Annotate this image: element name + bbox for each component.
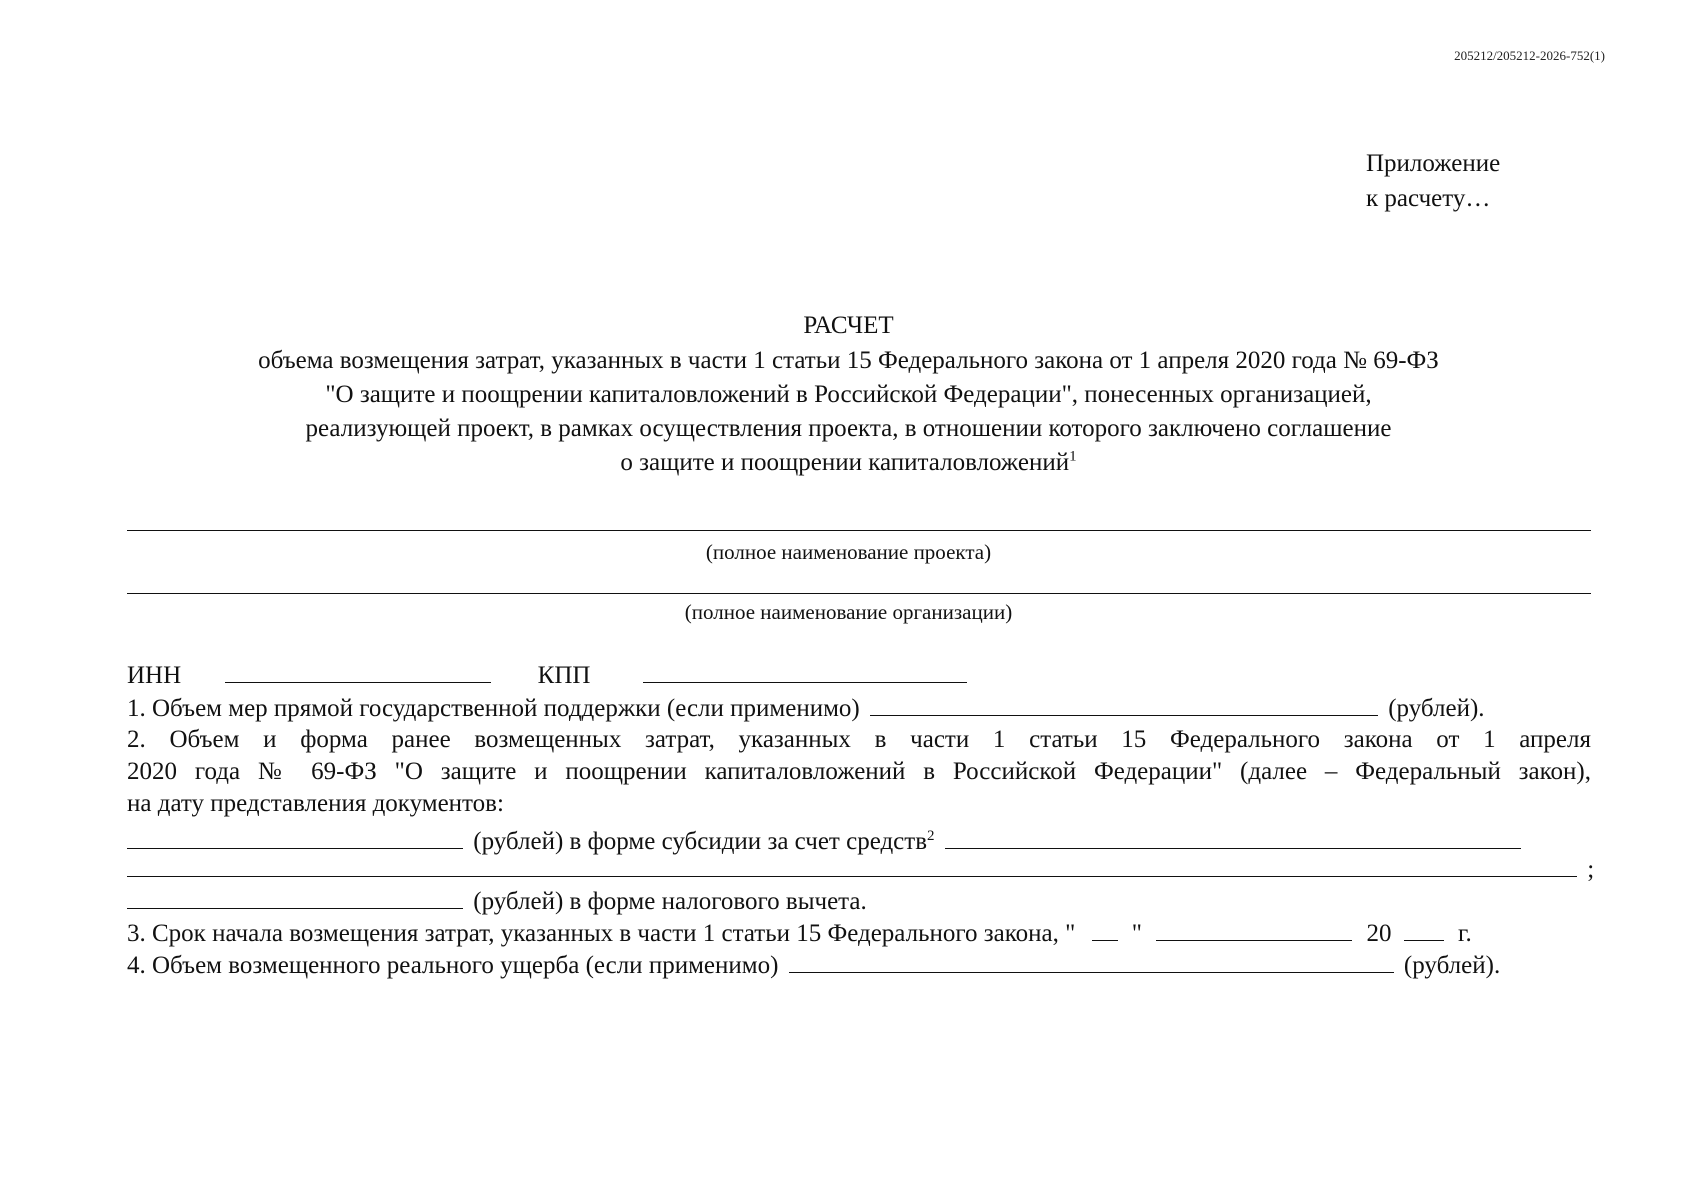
title-line-4 <box>0 446 1697 480</box>
item-3-year-suffix: г. <box>1458 920 1472 947</box>
item-1-unit: (рублей). <box>1388 695 1485 722</box>
item-1-amount-field[interactable] <box>870 691 1378 716</box>
day-field[interactable] <box>1092 916 1118 941</box>
appendix-line-2: к расчету… <box>1366 185 1491 212</box>
tax-deduction-row <box>127 884 867 918</box>
subsidy-amount-field[interactable] <box>127 824 463 849</box>
subsidy-source-continuation <box>127 852 1594 886</box>
inn-kpp-row <box>127 658 967 692</box>
year-field[interactable] <box>1404 916 1444 941</box>
appendix-line-1: Приложение <box>1366 150 1501 177</box>
item-3-year-prefix: 20 <box>1366 920 1392 947</box>
item-1 <box>127 691 1485 725</box>
organization-name-caption: (полное наименование организации) <box>684 600 1013 624</box>
title-heading: РАСЧЕТ <box>803 312 894 339</box>
semicolon: ; <box>1587 856 1595 883</box>
document-title <box>0 308 1697 480</box>
subsidy-source-field[interactable] <box>945 824 1521 849</box>
item-2-line-1: 2. Объем и форма ранее возмещенных затрат, указанных в части 1 статьи 15 Федерального закона от 1 апреля <box>127 726 1591 753</box>
kpp-label: КПП <box>537 662 591 689</box>
item-4 <box>127 948 1500 982</box>
tax-deduction-text: (рублей) в форме налогового вычета. <box>473 888 867 915</box>
title-line-2: "О защите и поощрении капиталовложений в Российской Федерации", понесенных организацией, <box>325 381 1372 408</box>
document-id: 205212/205212-2026-752(1) <box>1454 48 1605 63</box>
appendix-note <box>1366 146 1500 216</box>
footnote-mark-1: 1 <box>1069 448 1077 465</box>
item-4-amount-field[interactable] <box>789 948 1394 973</box>
title-line-3: реализующей проект, в рамках осуществления проекта, в отношении которого заключено соглашение <box>305 415 1392 442</box>
item-4-label: 4. Объем возмещенного реального ущерба (если применимо) <box>127 952 779 979</box>
title-line-4-text: о защите и поощрении капиталовложений <box>620 449 1070 476</box>
footnote-mark-2: 2 <box>927 828 935 844</box>
subsidy-text: (рублей) в форме субсидии за счет средств <box>473 828 928 856</box>
month-field[interactable] <box>1156 916 1352 941</box>
kpp-field[interactable] <box>643 658 967 683</box>
project-name-field[interactable] <box>127 530 1591 531</box>
project-name-caption: (полное наименование проекта) <box>705 540 992 564</box>
item-3-quote-close: " <box>1131 920 1143 947</box>
item-1-label: 1. Объем мер прямой государственной поддержки (если применимо) <box>127 695 860 722</box>
item-3-label: 3. Срок начала возмещения затрат, указанных в части 1 статьи 15 Федерального закона, " <box>127 920 1076 947</box>
item-4-unit: (рублей). <box>1403 952 1501 979</box>
item-3 <box>127 916 1472 950</box>
subsidy-source-field-continued[interactable] <box>127 852 1577 877</box>
inn-field[interactable] <box>225 658 491 683</box>
organization-name-field[interactable] <box>127 593 1591 594</box>
item-2-line-3: на дату представления документов: <box>127 790 504 817</box>
tax-deduction-amount-field[interactable] <box>127 884 463 909</box>
inn-label: ИНН <box>127 662 182 689</box>
item-2-line-2: 2020 года № 69-ФЗ "О защите и поощрении капиталовложений в Российской Федерации" (далее – Федеральный закон), <box>127 758 1591 785</box>
title-line-1: объема возмещения затрат, указанных в части 1 статьи 15 Федерального закона от 1 апреля 2020 года № 69-ФЗ <box>258 347 1439 374</box>
